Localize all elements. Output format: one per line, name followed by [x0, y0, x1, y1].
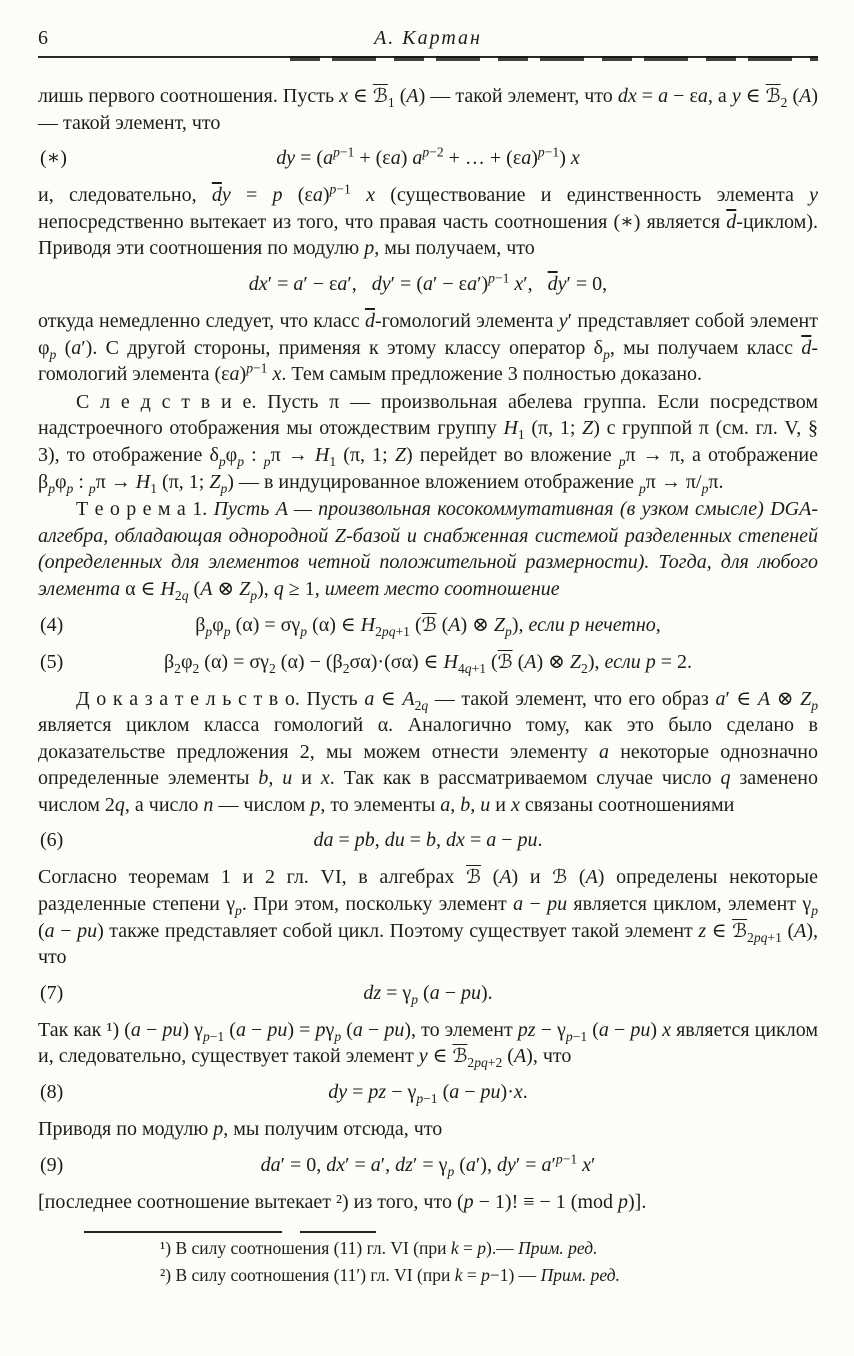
page-number: 6	[38, 27, 48, 49]
paragraph-divided-powers: Согласно теоремам 1 и 2 гл. VI, в алгебрах ℬ (A) и ℬ (A) определены некоторые разделенные степени $\gamma_p$. При этом, поскольку элемент a − pu является циклом, элемент $\gamma_p$ (a − pu) также представляет собой цикл. Поэтому существует такой элемент z ∈ ℬ$_{2pq+1}$ (A), что	[38, 866, 818, 969]
running-head: А. Картан	[374, 27, 482, 49]
equation-6-number: (6)	[40, 829, 64, 852]
equation-9-number: (9)	[40, 1153, 64, 1176]
paragraph-homology-class: откуда немедленно следует, что класс $\overline{d}$-гомологий элемента y′ представляет собой элемент $\varphi_p$ (a′). С другой стороны, применяя к этому классу оператор $\delta_p$, мы получаем класс $\overline{d}$-гомологий элемента $(\varepsilon a)^{p-1}$ x. Тем самым предложение 3 полностью доказано.	[38, 309, 819, 386]
equation-5-number: (5)	[40, 650, 64, 673]
equation-7-body: dz = $\gamma_p$ (a − pu).	[363, 981, 493, 1007]
equation-6	[38, 827, 818, 854]
footnote-1: ¹) В силу соотношения (11) гл. VI (при k = p).— Прим. ред.	[160, 1238, 598, 1259]
equation-8	[38, 1079, 818, 1106]
equation-5	[38, 649, 818, 676]
footnote-2: ²) В силу соотношения (11′) гл. VI (при k = p−1) — Прим. ред.	[160, 1265, 620, 1286]
equation-9	[38, 1152, 818, 1179]
paragraph-last-relation: [последнее соотношение вытекает ²) из того, что (p − 1)! ≡ − 1 (mod p)].	[38, 1190, 647, 1213]
equation-5-body: $\beta_2\varphi_2$ $(\alpha) = \sigma\gamma_2$ $(\alpha) - (\beta_2\sigma\alpha)\cdot(\sigma\alpha)$ ∈ $H_{4q+1}$ (ℬ (A) ⊗ $Z_2$), если p = 2.	[163, 650, 693, 676]
paragraph-consequently: и, следовательно, $\overline{d}y = p$ $(\varepsilon a)^{p-1}$ x (существование и единственность элемента y непосредственно вытекает из того, что правая часть соотношения (∗) является $\overline{d}-циклом$). Приводя эти соотношения по модулю p, мы получаем, что	[38, 181, 819, 260]
equation-8-number: (8)	[40, 1081, 64, 1104]
paragraph-theorem-1: Т е о р е м а 1. Пусть A — произвольная косокоммутативная (в узком смысле) DGA-алгебра, обладающая однородной Z-базой и снабженная системой разделенных степеней (определенных для элементов четной положительной размерности). Тогда, для любого элемента α ∈ $H_{2q}$ (A ⊗ $Z_p$), q ≥ 1, имеет место соотношение	[38, 498, 818, 603]
page-header	[38, 0, 818, 58]
equation-6-body: da = pb, du = b, dx = a − pu.	[313, 829, 543, 852]
paragraph-corollary: С л е д с т в и е. Пусть π — произвольная абелева группа. Если посредством надстроечного отображения мы отождествим группу $H_1$ (π, 1; Z) с группой π (см. гл. V, § 3), то отображение $\delta_p\varphi_p$ : $_p\pi \to H_1$ (π, 1; Z) перейдет во вложение $_p$π → π, а отображение $\beta_p\varphi_p$ : $_p\pi \to H_1$ (π, 1; $Z_p$) — в индуцированное вложением отображение $_p\pi \to \pi/_p\pi$.	[38, 390, 818, 496]
paragraph-cycle-argument: Так как ¹) (a − pu) $\gamma_{p-1}$ $(a - pu) = p\gamma_p$ (a − pu), то элемент pz − $\gamma_{p-1}$ (a − pu) x является циклом и, следовательно, существует такой элемент y ∈ ℬ$_{2pq+2}$ (A), что	[38, 1018, 819, 1071]
paragraph-reducing-mod-p: Приводя по модулю p, мы получим отсюда, что	[38, 1118, 443, 1141]
paragraph-proof: Д о к а з а т е л ь с т в о. Пусть a ∈ $A_{2q}$ — такой элемент, что его образ a′ ∈ A ⊗ $Z_p$ является циклом класса гомологий α. Аналогично тому, как это было сделано в доказательстве предложения 2, мы можем отнести элементу a некоторые однозначно определенные элементы b, u и x. Так как в рассматриваемом случае число q заменено числом 2q, а число n — числом p, то элементы a, b, u и x связаны соотношениями	[38, 687, 819, 816]
equation-star	[38, 145, 818, 172]
equation-9-body: da′ = 0, dx′ = a′, $dz' = \gamma_p$ (a′), $dy' = a'^{p-1}$ x′	[260, 1150, 596, 1179]
equation-4-number: (4)	[40, 613, 64, 636]
equation-7-number: (7)	[40, 981, 64, 1004]
equation-mod-p-body: dx′ = a′ − εa′, $dy' = (a' - \varepsilon a')^{p-1}$ x′, $\overline{d}y' = 0$,	[248, 270, 608, 295]
equation-4-body: $\beta_p\varphi_p$ $(\alpha) = \sigma\gamma_p$ (α) ∈ $H_{2pq+1}$ (ℬ (A) ⊗ $Z_p$), если p нечетно,	[195, 613, 661, 639]
equation-star-number: (∗)	[40, 147, 67, 170]
equation-mod-p	[38, 271, 818, 298]
text-body	[38, 83, 818, 1287]
equation-8-body: dy = pz − $\gamma_{p-1}$ (a − pu)·x.	[328, 1081, 528, 1107]
equation-4	[38, 612, 818, 639]
equation-7	[38, 980, 818, 1007]
footnote-rule	[84, 1231, 376, 1233]
scan-artifact-dashes	[290, 56, 818, 61]
paragraph-intro: лишь первого соотношения. Пусть x ∈ ℬ$_1$ (A) — такой элемент, что dx = a − εa, а y ∈ ℬ$_2$ (A) — такой элемент, что	[38, 85, 818, 134]
equation-star-body: dy = ($a^{p-1} + (\varepsilon a) a^{p-2}$ + … + $(\varepsilon a)^{p-1}$) x	[276, 144, 580, 170]
